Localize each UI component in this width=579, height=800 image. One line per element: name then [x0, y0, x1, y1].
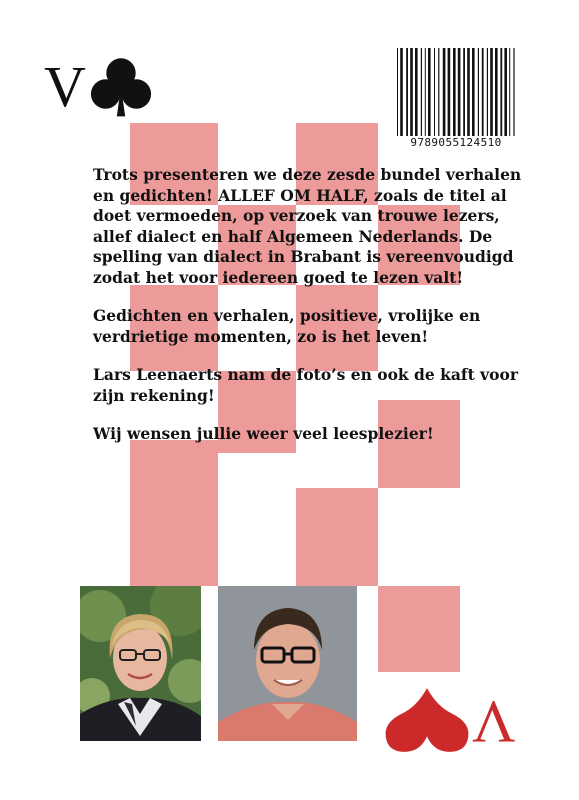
blurb-paragraph: Lars Leenaerts nam de foto’s en ook de kaft voor zijn rekening!	[93, 365, 518, 405]
blurb-paragraph: Wij wensen jullie weer veel leesplezier!	[93, 424, 434, 443]
blurb-text	[93, 165, 523, 463]
checker-square	[296, 488, 378, 586]
isbn-number: 9789055124510	[410, 136, 502, 149]
corner-index-top	[44, 52, 156, 122]
club-icon	[86, 52, 156, 122]
corner-letter-top: V	[44, 54, 86, 119]
heart-icon	[384, 688, 470, 752]
photographer-photo-man	[218, 586, 357, 741]
checker-square	[130, 500, 218, 586]
author-photo-woman	[80, 586, 201, 741]
corner-index-bottom	[384, 688, 516, 755]
isbn-barcode	[395, 48, 517, 149]
corner-letter-bottom: V	[472, 689, 516, 755]
blurb-paragraph: Trots presenteren we deze zesde bundel verhalen en gedichten! ALLEF OM HALF, zoals de titel al doet vermoeden, op verzoek van trouwe lezers, allef dialect en half Algemeen Nederlands. De spelling van dialect in Brabant is vereenvoudigd zodat het voor iedereen goed te lezen valt!	[93, 165, 522, 287]
blurb-paragraph: Gedichten en verhalen, positieve, vrolijke en verdrietige momenten, zo is het leven!	[93, 306, 481, 346]
checker-square	[378, 586, 460, 672]
barcode-bars	[395, 48, 517, 136]
